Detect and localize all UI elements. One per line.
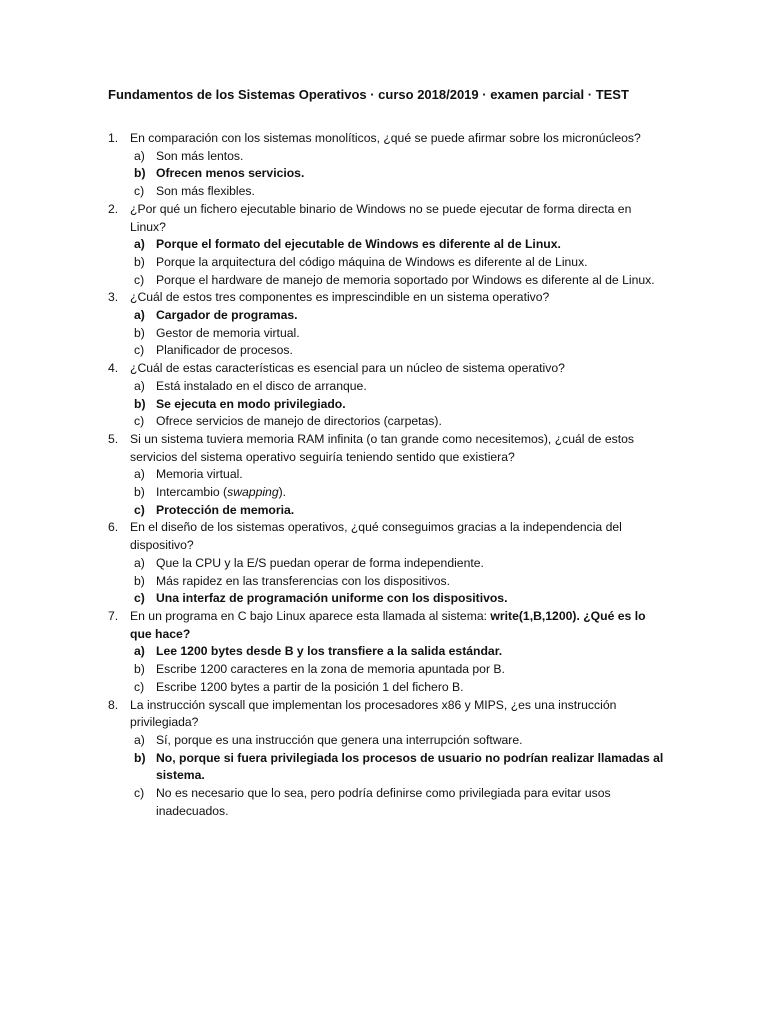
option-text xyxy=(156,413,668,431)
option-text xyxy=(156,183,668,201)
question-item xyxy=(108,130,668,148)
option-text-tail: ). xyxy=(278,485,287,500)
option-text xyxy=(156,148,668,166)
option-text xyxy=(156,466,668,484)
answer-option xyxy=(108,785,668,820)
option-text-part: Son más flexibles. xyxy=(156,184,255,199)
answer-option xyxy=(108,378,668,396)
option-letter: a) xyxy=(134,732,145,747)
question-number: 7. xyxy=(108,608,119,623)
option-letter: a) xyxy=(134,148,145,163)
answer-option xyxy=(108,148,668,166)
option-letter: c) xyxy=(134,786,145,801)
question-text xyxy=(130,697,668,732)
option-text xyxy=(156,785,668,820)
option-text-part: Cargador de programas. xyxy=(156,308,298,323)
question-text-part: Si un sistema tuviera memoria RAM infinita (o tan grande como necesitemos), ¿cuál de estos servicios del sistema operativo seguiría teniendo sentido que existiera? xyxy=(130,431,634,464)
question-number: 5. xyxy=(108,431,119,446)
option-letter: b) xyxy=(134,750,146,765)
answer-option xyxy=(108,342,668,360)
option-letter: c) xyxy=(134,343,145,358)
option-letter: c) xyxy=(134,502,145,517)
question-list xyxy=(108,130,668,820)
answer-option xyxy=(108,165,668,183)
question-text xyxy=(130,431,668,466)
option-letter: a) xyxy=(134,555,145,570)
question-text xyxy=(130,608,668,643)
option-text-part: Ofrecen menos servicios. xyxy=(156,166,305,181)
question-item xyxy=(108,360,668,378)
option-text xyxy=(156,325,668,343)
option-text-part: No es necesario que lo sea, pero podría definirse como privilegiada para evitar usos inadecuados. xyxy=(156,786,611,818)
question-text-part: En el diseño de los sistemas operativos, ¿qué conseguimos gracias a la independencia del dispositivo? xyxy=(130,520,622,553)
answer-option xyxy=(108,679,668,697)
option-letter: a) xyxy=(134,467,145,482)
option-text-part: Intercambio ( xyxy=(156,485,228,500)
option-text xyxy=(156,307,668,325)
question-number: 3. xyxy=(108,290,119,305)
option-letter: a) xyxy=(134,308,145,323)
option-letter: b) xyxy=(134,662,145,677)
option-text-part: Porque el hardware de manejo de memoria soportado por Windows es diferente al de Linux. xyxy=(156,272,655,287)
option-text xyxy=(156,661,668,679)
question-text-part: ¿Cuál de estos tres componentes es imprescindible en un sistema operativo? xyxy=(130,290,550,305)
question-number: 4. xyxy=(108,361,119,376)
question-number: 2. xyxy=(108,201,119,216)
answer-option xyxy=(108,750,668,785)
option-text xyxy=(156,254,668,272)
option-text-part: No, porque si fuera privilegiada los procesos de usuario no podrían realizar llamadas al sistema. xyxy=(156,750,664,783)
page-title: Fundamentos de los Sistemas Operativos · curso 2018/2019 · examen parcial · TEST xyxy=(108,87,629,102)
answer-option xyxy=(108,183,668,201)
option-text xyxy=(156,236,668,254)
option-letter: b) xyxy=(134,254,145,269)
option-text-part: Lee 1200 bytes desde B y los transfiere a la salida estándar. xyxy=(156,644,503,659)
option-text-part: Que la CPU y la E/S puedan operar de forma independiente. xyxy=(156,555,484,570)
option-letter: c) xyxy=(134,414,145,429)
option-text xyxy=(156,643,668,661)
answer-option xyxy=(108,325,668,343)
option-text xyxy=(156,679,668,697)
answer-option xyxy=(108,236,668,254)
question-number: 6. xyxy=(108,520,119,535)
option-text xyxy=(156,555,668,573)
option-text xyxy=(156,272,668,290)
option-text-part: Gestor de memoria virtual. xyxy=(156,325,300,340)
answer-option xyxy=(108,396,668,414)
option-text-part: Escribe 1200 caracteres en la zona de memoria apuntada por B. xyxy=(156,662,505,677)
option-letter: c) xyxy=(134,591,145,606)
answer-option xyxy=(108,502,668,520)
answer-option xyxy=(108,573,668,591)
question-item xyxy=(108,289,668,307)
option-text xyxy=(156,342,668,360)
answer-option xyxy=(108,661,668,679)
question-text-part: En comparación con los sistemas monolíticos, ¿qué se puede afirmar sobre los micronúcleos? xyxy=(130,131,641,145)
option-text-part: Planificador de procesos. xyxy=(156,343,293,358)
option-text xyxy=(156,750,668,785)
answer-option xyxy=(108,413,668,431)
option-text-part: Protección de memoria. xyxy=(156,502,295,517)
answer-option xyxy=(108,254,668,272)
answer-option xyxy=(108,466,668,484)
answer-option xyxy=(108,272,668,290)
option-letter: a) xyxy=(134,237,145,252)
answer-option xyxy=(108,307,668,325)
option-text xyxy=(156,732,668,750)
question-text xyxy=(130,289,668,307)
question-number: 8. xyxy=(108,697,119,712)
option-letter: c) xyxy=(134,272,145,287)
option-text xyxy=(156,165,668,183)
option-text-part: Sí, porque es una instrucción que genera una interrupción software. xyxy=(156,732,523,747)
option-letter: b) xyxy=(134,396,146,411)
option-letter: a) xyxy=(134,378,145,393)
option-text xyxy=(156,484,668,502)
option-text xyxy=(156,396,668,414)
question-text xyxy=(130,130,668,148)
option-letter: c) xyxy=(134,679,145,694)
option-text-part: Una interfaz de programación uniforme con los dispositivos. xyxy=(156,591,508,606)
option-text xyxy=(156,573,668,591)
option-text-italic: swapping xyxy=(227,485,279,500)
option-text xyxy=(156,590,668,608)
question-item xyxy=(108,519,668,554)
question-text xyxy=(130,519,668,554)
question-item xyxy=(108,431,668,466)
question-item xyxy=(108,697,668,732)
option-letter: b) xyxy=(134,573,145,588)
answer-option xyxy=(108,643,668,661)
option-text xyxy=(156,378,668,396)
option-letter: c) xyxy=(134,184,145,199)
option-letter: b) xyxy=(134,325,145,340)
question-text-part: La instrucción syscall que implementan los procesadores x86 y MIPS, ¿es una instrucción privilegiada? xyxy=(130,697,617,730)
question-text xyxy=(130,201,668,236)
question-text-part: ¿Por qué un fichero ejecutable binario de Windows no se puede ejecutar de forma directa en Linux? xyxy=(130,201,632,234)
question-number: 1. xyxy=(108,131,119,145)
question-text-part: ¿Cuál de estas características es esencial para un núcleo de sistema operativo? xyxy=(130,361,565,376)
question-text-bold-part: write(1,B,1200). ¿Qué es lo que hace? xyxy=(130,608,646,641)
answer-option xyxy=(108,555,668,573)
option-letter: a) xyxy=(134,644,145,659)
option-text-part: Memoria virtual. xyxy=(156,467,243,482)
option-text-part: Más rapidez en las transferencias con los dispositivos. xyxy=(156,573,450,588)
option-text-part: Se ejecuta en modo privilegiado. xyxy=(156,396,346,411)
option-text-part: Son más lentos. xyxy=(156,148,244,163)
question-item xyxy=(108,201,668,236)
question-item xyxy=(108,608,668,643)
answer-option xyxy=(108,590,668,608)
answer-option xyxy=(108,484,668,502)
question-text-part: En un programa en C bajo Linux aparece esta llamada al sistema: xyxy=(130,608,491,623)
option-text-part: Porque el formato del ejecutable de Windows es diferente al de Linux. xyxy=(156,237,561,252)
option-letter: b) xyxy=(134,485,145,500)
option-text-part: Está instalado en el disco de arranque. xyxy=(156,378,367,393)
option-text-part: Escribe 1200 bytes a partir de la posición 1 del fichero B. xyxy=(156,679,464,694)
question-text xyxy=(130,360,668,378)
option-letter: b) xyxy=(134,166,146,181)
option-text-part: Ofrece servicios de manejo de directorios (carpetas). xyxy=(156,414,442,429)
option-text xyxy=(156,502,668,520)
answer-option xyxy=(108,732,668,750)
option-text-part: Porque la arquitectura del código máquina de Windows es diferente al de Linux. xyxy=(156,254,588,269)
